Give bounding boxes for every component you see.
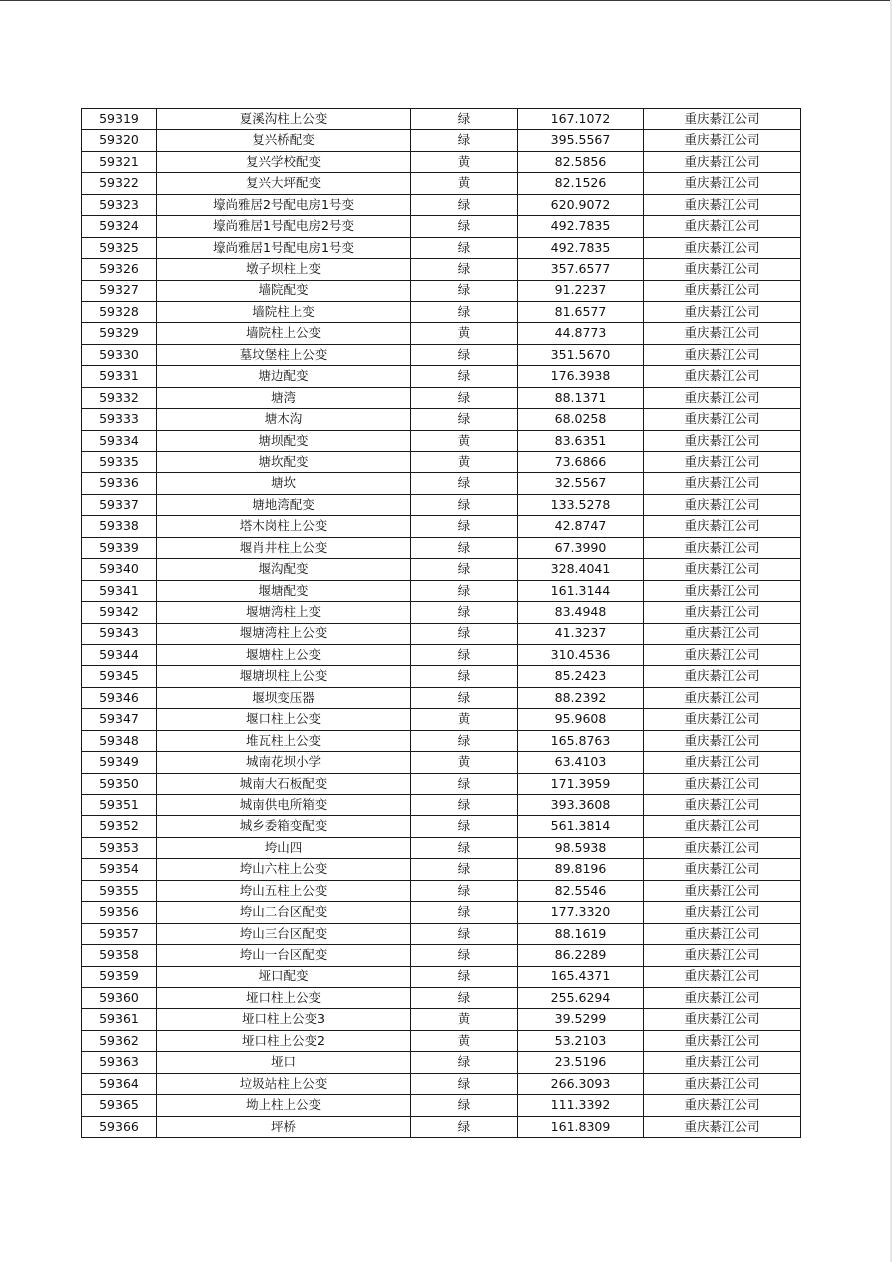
company-cell: 重庆綦江公司 [644, 109, 801, 130]
status-cell: 黄 [411, 173, 518, 194]
name-cell: 墙院配变 [157, 280, 411, 301]
status-cell: 黄 [411, 709, 518, 730]
name-cell: 堰塘配变 [157, 580, 411, 601]
id-cell: 59352 [82, 816, 157, 837]
table-row [82, 559, 801, 580]
company-cell: 重庆綦江公司 [644, 387, 801, 408]
value-cell: 492.7835 [518, 216, 644, 237]
value-cell: 68.0258 [518, 409, 644, 430]
value-cell: 393.3608 [518, 795, 644, 816]
value-cell: 82.5856 [518, 151, 644, 172]
table-row [82, 473, 801, 494]
company-cell: 重庆綦江公司 [644, 151, 801, 172]
name-cell: 塘坎配变 [157, 452, 411, 473]
table-row [82, 730, 801, 751]
company-cell: 重庆綦江公司 [644, 194, 801, 215]
table-row [82, 709, 801, 730]
company-cell: 重庆綦江公司 [644, 130, 801, 151]
table-row [82, 259, 801, 280]
value-cell: 88.2392 [518, 687, 644, 708]
company-cell: 重庆綦江公司 [644, 537, 801, 558]
status-cell: 绿 [411, 301, 518, 322]
value-cell: 171.3959 [518, 773, 644, 794]
status-cell: 绿 [411, 687, 518, 708]
value-cell: 95.9608 [518, 709, 644, 730]
id-cell: 59359 [82, 966, 157, 987]
table-row [82, 280, 801, 301]
status-cell: 绿 [411, 1073, 518, 1094]
table-row [82, 923, 801, 944]
value-cell: 44.8773 [518, 323, 644, 344]
value-cell: 167.1072 [518, 109, 644, 130]
status-cell: 黄 [411, 151, 518, 172]
name-cell: 墙院柱上公变 [157, 323, 411, 344]
company-cell: 重庆綦江公司 [644, 795, 801, 816]
id-cell: 59337 [82, 494, 157, 515]
company-cell: 重庆綦江公司 [644, 1116, 801, 1137]
table-row [82, 945, 801, 966]
table-row [82, 151, 801, 172]
company-cell: 重庆綦江公司 [644, 366, 801, 387]
name-cell: 垭口 [157, 1052, 411, 1073]
page-top-rule [0, 0, 892, 1]
name-cell: 堰塘柱上公变 [157, 644, 411, 665]
company-cell: 重庆綦江公司 [644, 902, 801, 923]
company-cell: 重庆綦江公司 [644, 1052, 801, 1073]
company-cell: 重庆綦江公司 [644, 945, 801, 966]
table-row [82, 452, 801, 473]
status-cell: 黄 [411, 452, 518, 473]
name-cell: 垮山四 [157, 837, 411, 858]
status-cell: 绿 [411, 666, 518, 687]
value-cell: 83.6351 [518, 430, 644, 451]
status-cell: 绿 [411, 945, 518, 966]
id-cell: 59333 [82, 409, 157, 430]
id-cell: 59322 [82, 173, 157, 194]
id-cell: 59346 [82, 687, 157, 708]
status-cell: 绿 [411, 644, 518, 665]
table-row [82, 837, 801, 858]
table-row [82, 301, 801, 322]
name-cell: 城乡委箱变配变 [157, 816, 411, 837]
company-cell: 重庆綦江公司 [644, 880, 801, 901]
company-cell: 重庆綦江公司 [644, 816, 801, 837]
value-cell: 395.5567 [518, 130, 644, 151]
name-cell: 城南花坝小学 [157, 752, 411, 773]
name-cell: 垭口配变 [157, 966, 411, 987]
company-cell: 重庆綦江公司 [644, 559, 801, 580]
id-cell: 59325 [82, 237, 157, 258]
company-cell: 重庆綦江公司 [644, 1030, 801, 1051]
id-cell: 59332 [82, 387, 157, 408]
value-cell: 32.5567 [518, 473, 644, 494]
table-row [82, 773, 801, 794]
table-row [82, 1073, 801, 1094]
value-cell: 88.1619 [518, 923, 644, 944]
company-cell: 重庆綦江公司 [644, 752, 801, 773]
status-cell: 绿 [411, 109, 518, 130]
value-cell: 23.5196 [518, 1052, 644, 1073]
name-cell: 垃圾站柱上公变 [157, 1073, 411, 1094]
table-row [82, 987, 801, 1008]
id-cell: 59338 [82, 516, 157, 537]
company-cell: 重庆綦江公司 [644, 259, 801, 280]
name-cell: 垭口柱上公变2 [157, 1030, 411, 1051]
table-row [82, 237, 801, 258]
table-row [82, 1095, 801, 1116]
id-cell: 59326 [82, 259, 157, 280]
id-cell: 59362 [82, 1030, 157, 1051]
table-row [82, 216, 801, 237]
company-cell: 重庆綦江公司 [644, 730, 801, 751]
company-cell: 重庆綦江公司 [644, 516, 801, 537]
value-cell: 82.5546 [518, 880, 644, 901]
company-cell: 重庆綦江公司 [644, 430, 801, 451]
status-cell: 绿 [411, 923, 518, 944]
id-cell: 59340 [82, 559, 157, 580]
id-cell: 59334 [82, 430, 157, 451]
table-row [82, 1009, 801, 1030]
name-cell: 垮山三台区配变 [157, 923, 411, 944]
name-cell: 复兴桥配变 [157, 130, 411, 151]
value-cell: 328.4041 [518, 559, 644, 580]
status-cell: 绿 [411, 473, 518, 494]
name-cell: 塘坎 [157, 473, 411, 494]
value-cell: 82.1526 [518, 173, 644, 194]
company-cell: 重庆綦江公司 [644, 323, 801, 344]
status-cell: 绿 [411, 516, 518, 537]
value-cell: 53.2103 [518, 1030, 644, 1051]
name-cell: 垮山二台区配变 [157, 902, 411, 923]
status-cell: 绿 [411, 280, 518, 301]
company-cell: 重庆綦江公司 [644, 173, 801, 194]
name-cell: 墓坟堡柱上公变 [157, 344, 411, 365]
name-cell: 堰塘坝柱上公变 [157, 666, 411, 687]
id-cell: 59354 [82, 859, 157, 880]
id-cell: 59349 [82, 752, 157, 773]
status-cell: 绿 [411, 537, 518, 558]
status-cell: 绿 [411, 859, 518, 880]
id-cell: 59330 [82, 344, 157, 365]
value-cell: 83.4948 [518, 602, 644, 623]
id-cell: 59348 [82, 730, 157, 751]
company-cell: 重庆綦江公司 [644, 452, 801, 473]
value-cell: 41.3237 [518, 623, 644, 644]
name-cell: 塘地湾配变 [157, 494, 411, 515]
company-cell: 重庆綦江公司 [644, 602, 801, 623]
name-cell: 城南大石板配变 [157, 773, 411, 794]
status-cell: 绿 [411, 237, 518, 258]
status-cell: 绿 [411, 987, 518, 1008]
value-cell: 165.4371 [518, 966, 644, 987]
table-row [82, 344, 801, 365]
value-cell: 88.1371 [518, 387, 644, 408]
value-cell: 176.3938 [518, 366, 644, 387]
id-cell: 59360 [82, 987, 157, 1008]
table-row [82, 1116, 801, 1137]
status-cell: 绿 [411, 1095, 518, 1116]
table-row [82, 430, 801, 451]
company-cell: 重庆綦江公司 [644, 923, 801, 944]
status-cell: 绿 [411, 387, 518, 408]
value-cell: 86.2289 [518, 945, 644, 966]
status-cell: 绿 [411, 602, 518, 623]
table-row [82, 1052, 801, 1073]
value-cell: 81.6577 [518, 301, 644, 322]
name-cell: 垮山一台区配变 [157, 945, 411, 966]
id-cell: 59329 [82, 323, 157, 344]
value-cell: 255.6294 [518, 987, 644, 1008]
value-cell: 161.8309 [518, 1116, 644, 1137]
status-cell: 绿 [411, 880, 518, 901]
id-cell: 59365 [82, 1095, 157, 1116]
value-cell: 266.3093 [518, 1073, 644, 1094]
name-cell: 塘湾 [157, 387, 411, 408]
id-cell: 59366 [82, 1116, 157, 1137]
status-cell: 绿 [411, 259, 518, 280]
table-row [82, 1030, 801, 1051]
name-cell: 复兴大坪配变 [157, 173, 411, 194]
name-cell: 壕尚雅居2号配电房1号变 [157, 194, 411, 215]
company-cell: 重庆綦江公司 [644, 859, 801, 880]
name-cell: 塘边配变 [157, 366, 411, 387]
status-cell: 绿 [411, 966, 518, 987]
company-cell: 重庆綦江公司 [644, 409, 801, 430]
name-cell: 垮山五柱上公变 [157, 880, 411, 901]
status-cell: 绿 [411, 366, 518, 387]
name-cell: 堰坝变压器 [157, 687, 411, 708]
value-cell: 133.5278 [518, 494, 644, 515]
table-row [82, 687, 801, 708]
value-cell: 85.2423 [518, 666, 644, 687]
value-cell: 161.3144 [518, 580, 644, 601]
status-cell: 绿 [411, 409, 518, 430]
value-cell: 351.5670 [518, 344, 644, 365]
company-cell: 重庆綦江公司 [644, 301, 801, 322]
id-cell: 59320 [82, 130, 157, 151]
value-cell: 73.6866 [518, 452, 644, 473]
status-cell: 绿 [411, 730, 518, 751]
name-cell: 堆瓦柱上公变 [157, 730, 411, 751]
company-cell: 重庆綦江公司 [644, 687, 801, 708]
status-cell: 黄 [411, 430, 518, 451]
table-row [82, 194, 801, 215]
table-row [82, 816, 801, 837]
company-cell: 重庆綦江公司 [644, 666, 801, 687]
id-cell: 59350 [82, 773, 157, 794]
name-cell: 壕尚雅居1号配电房1号变 [157, 237, 411, 258]
id-cell: 59324 [82, 216, 157, 237]
table-body [82, 109, 801, 1138]
id-cell: 59344 [82, 644, 157, 665]
value-cell: 561.3814 [518, 816, 644, 837]
name-cell: 墙院柱上变 [157, 301, 411, 322]
status-cell: 绿 [411, 344, 518, 365]
id-cell: 59353 [82, 837, 157, 858]
company-cell: 重庆綦江公司 [644, 773, 801, 794]
status-cell: 绿 [411, 902, 518, 923]
id-cell: 59319 [82, 109, 157, 130]
table-row [82, 366, 801, 387]
name-cell: 城南供电所箱变 [157, 795, 411, 816]
id-cell: 59357 [82, 923, 157, 944]
id-cell: 59323 [82, 194, 157, 215]
company-cell: 重庆綦江公司 [644, 966, 801, 987]
name-cell: 墩子坝柱上变 [157, 259, 411, 280]
status-cell: 绿 [411, 130, 518, 151]
status-cell: 绿 [411, 816, 518, 837]
table-row [82, 323, 801, 344]
company-cell: 重庆綦江公司 [644, 644, 801, 665]
name-cell: 堰塘湾柱上公变 [157, 623, 411, 644]
table-row [82, 644, 801, 665]
company-cell: 重庆綦江公司 [644, 1095, 801, 1116]
value-cell: 67.3990 [518, 537, 644, 558]
status-cell: 黄 [411, 323, 518, 344]
id-cell: 59356 [82, 902, 157, 923]
id-cell: 59321 [82, 151, 157, 172]
id-cell: 59341 [82, 580, 157, 601]
name-cell: 塔木岗柱上公变 [157, 516, 411, 537]
table-row [82, 966, 801, 987]
company-cell: 重庆綦江公司 [644, 1073, 801, 1094]
company-cell: 重庆綦江公司 [644, 580, 801, 601]
company-cell: 重庆綦江公司 [644, 216, 801, 237]
name-cell: 堰塘湾柱上变 [157, 602, 411, 623]
name-cell: 堰沟配变 [157, 559, 411, 580]
value-cell: 89.8196 [518, 859, 644, 880]
id-cell: 59364 [82, 1073, 157, 1094]
name-cell: 塘坝配变 [157, 430, 411, 451]
name-cell: 垮山六柱上公变 [157, 859, 411, 880]
company-cell: 重庆綦江公司 [644, 837, 801, 858]
name-cell: 堰口柱上公变 [157, 709, 411, 730]
status-cell: 绿 [411, 795, 518, 816]
value-cell: 620.9072 [518, 194, 644, 215]
table-row [82, 387, 801, 408]
table-row [82, 516, 801, 537]
table-row [82, 409, 801, 430]
status-cell: 绿 [411, 216, 518, 237]
status-cell: 绿 [411, 1052, 518, 1073]
id-cell: 59345 [82, 666, 157, 687]
status-cell: 黄 [411, 752, 518, 773]
status-cell: 绿 [411, 494, 518, 515]
name-cell: 垭口柱上公变 [157, 987, 411, 1008]
company-cell: 重庆綦江公司 [644, 987, 801, 1008]
id-cell: 59328 [82, 301, 157, 322]
value-cell: 91.2237 [518, 280, 644, 301]
status-cell: 绿 [411, 837, 518, 858]
name-cell: 堰肖井柱上公变 [157, 537, 411, 558]
value-cell: 111.3392 [518, 1095, 644, 1116]
name-cell: 垭口柱上公变3 [157, 1009, 411, 1030]
id-cell: 59331 [82, 366, 157, 387]
table-row [82, 902, 801, 923]
company-cell: 重庆綦江公司 [644, 344, 801, 365]
table-row [82, 795, 801, 816]
id-cell: 59355 [82, 880, 157, 901]
value-cell: 177.3320 [518, 902, 644, 923]
company-cell: 重庆綦江公司 [644, 623, 801, 644]
id-cell: 59339 [82, 537, 157, 558]
table-row [82, 173, 801, 194]
value-cell: 357.6577 [518, 259, 644, 280]
id-cell: 59343 [82, 623, 157, 644]
id-cell: 59358 [82, 945, 157, 966]
company-cell: 重庆綦江公司 [644, 280, 801, 301]
name-cell: 壕尚雅居1号配电房2号变 [157, 216, 411, 237]
id-cell: 59336 [82, 473, 157, 494]
name-cell: 坪桥 [157, 1116, 411, 1137]
table-row [82, 537, 801, 558]
id-cell: 59351 [82, 795, 157, 816]
name-cell: 复兴学校配变 [157, 151, 411, 172]
id-cell: 59363 [82, 1052, 157, 1073]
company-cell: 重庆綦江公司 [644, 237, 801, 258]
company-cell: 重庆綦江公司 [644, 1009, 801, 1030]
status-cell: 绿 [411, 559, 518, 580]
table-row [82, 109, 801, 130]
table-row [82, 602, 801, 623]
value-cell: 98.5938 [518, 837, 644, 858]
status-cell: 绿 [411, 1116, 518, 1137]
id-cell: 59327 [82, 280, 157, 301]
data-table [81, 108, 801, 1138]
id-cell: 59342 [82, 602, 157, 623]
table-row [82, 580, 801, 601]
status-cell: 绿 [411, 194, 518, 215]
id-cell: 59347 [82, 709, 157, 730]
table-row [82, 752, 801, 773]
table-row [82, 494, 801, 515]
name-cell: 坳上柱上公变 [157, 1095, 411, 1116]
id-cell: 59335 [82, 452, 157, 473]
value-cell: 310.4536 [518, 644, 644, 665]
value-cell: 63.4103 [518, 752, 644, 773]
company-cell: 重庆綦江公司 [644, 473, 801, 494]
id-cell: 59361 [82, 1009, 157, 1030]
status-cell: 绿 [411, 623, 518, 644]
table-row [82, 859, 801, 880]
value-cell: 42.8747 [518, 516, 644, 537]
name-cell: 塘木沟 [157, 409, 411, 430]
table-row [82, 130, 801, 151]
status-cell: 绿 [411, 580, 518, 601]
table-row [82, 623, 801, 644]
name-cell: 夏溪沟柱上公变 [157, 109, 411, 130]
status-cell: 黄 [411, 1030, 518, 1051]
table-row [82, 666, 801, 687]
status-cell: 黄 [411, 1009, 518, 1030]
value-cell: 492.7835 [518, 237, 644, 258]
table-row [82, 880, 801, 901]
status-cell: 绿 [411, 773, 518, 794]
company-cell: 重庆綦江公司 [644, 709, 801, 730]
value-cell: 165.8763 [518, 730, 644, 751]
company-cell: 重庆綦江公司 [644, 494, 801, 515]
value-cell: 39.5299 [518, 1009, 644, 1030]
